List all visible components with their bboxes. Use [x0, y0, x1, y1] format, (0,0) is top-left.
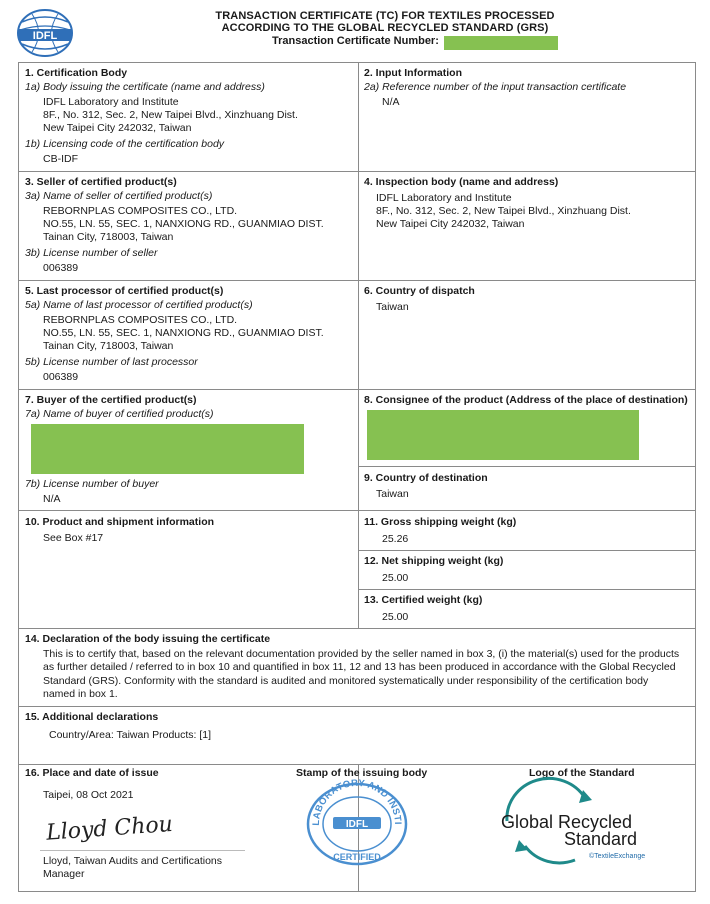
row-divider — [18, 706, 696, 707]
box9-value: Taiwan — [376, 488, 409, 500]
box9-title: 9. Country of destination — [364, 472, 488, 484]
box7-title: 7. Buyer of the certified product(s) — [25, 394, 197, 406]
box14-title: 14. Declaration of the body issuing the certificate — [25, 633, 271, 645]
box4-line: New Taipei City 242032, Taiwan — [376, 218, 525, 230]
box6-value: Taiwan — [376, 301, 409, 313]
box13-value: 25.00 — [382, 611, 409, 623]
signature — [40, 808, 174, 848]
box7b-label: 7b) License number of buyer — [25, 478, 159, 490]
signer-line1: Lloyd, Taiwan Audits and Certifications — [43, 855, 222, 867]
box3a-line: NO.55, LN. 55, SEC. 1, NANXIONG RD., GUANMIAO DIST. — [43, 218, 324, 230]
row-divider — [18, 389, 696, 390]
row-divider — [358, 550, 696, 551]
svg-text:Lloyd Chou: Lloyd Chou — [45, 811, 174, 846]
idfl-stamp — [305, 774, 409, 866]
box15-value: Country/Area: Taiwan Products: [1] — [49, 729, 212, 741]
box8-title: 8. Consignee of the product (Address of the place of destination) — [364, 394, 688, 406]
box3a-line: Tainan City, 718003, Taiwan — [43, 231, 174, 243]
row-divider — [18, 280, 696, 281]
box6-title: 6. Country of dispatch — [364, 285, 475, 297]
box10-title: 10. Product and shipment information — [25, 516, 215, 528]
box3b-value: 006389 — [43, 262, 79, 274]
column-divider — [358, 62, 359, 628]
box13-title: 13. Certified weight (kg) — [364, 594, 483, 606]
box3a-line: REBORNPLAS COMPOSITES CO., LTD. — [43, 205, 238, 217]
signer-line2: Manager — [43, 868, 85, 880]
box5a-label: 5a) Name of last processor of certified product(s) — [25, 299, 253, 311]
box1a-label: 1a) Body issuing the certificate (name and address) — [25, 81, 265, 93]
stamp-center-text: IDFL — [345, 819, 369, 830]
box3b-label: 3b) License number of seller — [25, 247, 158, 259]
box5b-label: 5b) License number of last processor — [25, 356, 198, 368]
idfl-logo — [16, 8, 74, 58]
row-divider — [358, 466, 696, 467]
box11-title: 11. Gross shipping weight (kg) — [364, 516, 517, 528]
box5a-line: REBORNPLAS COMPOSITES CO., LTD. — [43, 314, 238, 326]
box4-line: IDFL Laboratory and Institute — [376, 192, 512, 204]
box5b-value: 006389 — [43, 371, 79, 383]
box12-title: 12. Net shipping weight (kg) — [364, 555, 504, 567]
declaration-text: This is to certify that, based on the relevant documentation provided by the seller named in box 3, (i) the material(s) used for the products as further detailed / referred to in box 10 and quantified in box 11, 12 and 13 has been produced in accordance with the Global Recycled Standard (GRS). Conformity with the standard is audited and monitored systematically under responsibility of the certification body named in box 1. — [43, 648, 680, 700]
consignee-redaction — [367, 410, 639, 460]
certificate-title-line2: ACCORDING TO THE GLOBAL RECYCLED STANDARD (GRS) — [221, 22, 549, 34]
stamp-bottom-text: CERTIFIED — [333, 852, 381, 862]
box15-title: 15. Additional declarations — [25, 711, 159, 723]
place-date-value: Taipei, 08 Oct 2021 — [43, 789, 134, 801]
box2a-label: 2a) Reference number of the input transaction certificate — [364, 81, 627, 93]
box2a-value: N/A — [382, 96, 400, 108]
box5a-line: Tainan City, 718003, Taiwan — [43, 340, 174, 352]
grs-logo-owner: ©TextileExchange — [589, 853, 646, 860]
box3-title: 3. Seller of certified product(s) — [25, 176, 177, 188]
box1-title: 1. Certification Body — [25, 67, 128, 79]
row-divider — [18, 628, 696, 629]
signature-line — [40, 850, 245, 851]
box1a-line: IDFL Laboratory and Institute — [43, 96, 179, 108]
certificate-title-line1: TRANSACTION CERTIFICATE (TC) FOR TEXTILES PROCESSED — [215, 10, 555, 22]
standard-logo-label: Logo of the Standard — [529, 767, 635, 779]
row-divider — [358, 589, 696, 590]
box16-title: 16. Place and date of issue — [25, 767, 159, 779]
box5-title: 5. Last processor of certified product(s) — [25, 285, 224, 297]
box7b-value: N/A — [43, 493, 61, 505]
box3a-label: 3a) Name of seller of certified product(s) — [25, 190, 213, 202]
box1a-line: New Taipei City 242032, Taiwan — [43, 122, 192, 134]
box1b-value: CB-IDF — [43, 153, 78, 165]
idfl-logo-text: IDFL — [32, 30, 58, 42]
stamp-label: Stamp of the issuing body — [296, 767, 428, 779]
grs-logo-line1: Global Recycled — [501, 812, 633, 832]
box1a-line: 8F., No. 312, Sec. 2, New Taipei Blvd., Xinzhuang Dist. — [43, 109, 298, 121]
tc-number-redaction — [444, 36, 558, 50]
stamp-ring-text: LABORATORY AND INSTI — [310, 777, 404, 826]
box1b-label: 1b) Licensing code of the certification body — [25, 138, 225, 150]
grs-logo — [495, 776, 675, 866]
row-divider — [18, 171, 696, 172]
row-divider — [18, 764, 696, 765]
box10-value: See Box #17 — [43, 532, 104, 544]
box12-value: 25.00 — [382, 572, 409, 584]
box11-value: 25.26 — [382, 533, 409, 545]
box4-title: 4. Inspection body (name and address) — [364, 176, 559, 188]
tc-number-label: Transaction Certificate Number: — [272, 35, 439, 47]
buyer-name-redaction — [31, 424, 304, 474]
grs-logo-line2: Standard — [564, 829, 638, 849]
box2-title: 2. Input Information — [364, 67, 462, 79]
box7a-label: 7a) Name of buyer of certified product(s) — [25, 408, 214, 420]
row-divider — [18, 510, 696, 511]
box4-line: 8F., No. 312, Sec. 2, New Taipei Blvd., Xinzhuang Dist. — [376, 205, 631, 217]
box5a-line: NO.55, LN. 55, SEC. 1, NANXIONG RD., GUANMIAO DIST. — [43, 327, 324, 339]
